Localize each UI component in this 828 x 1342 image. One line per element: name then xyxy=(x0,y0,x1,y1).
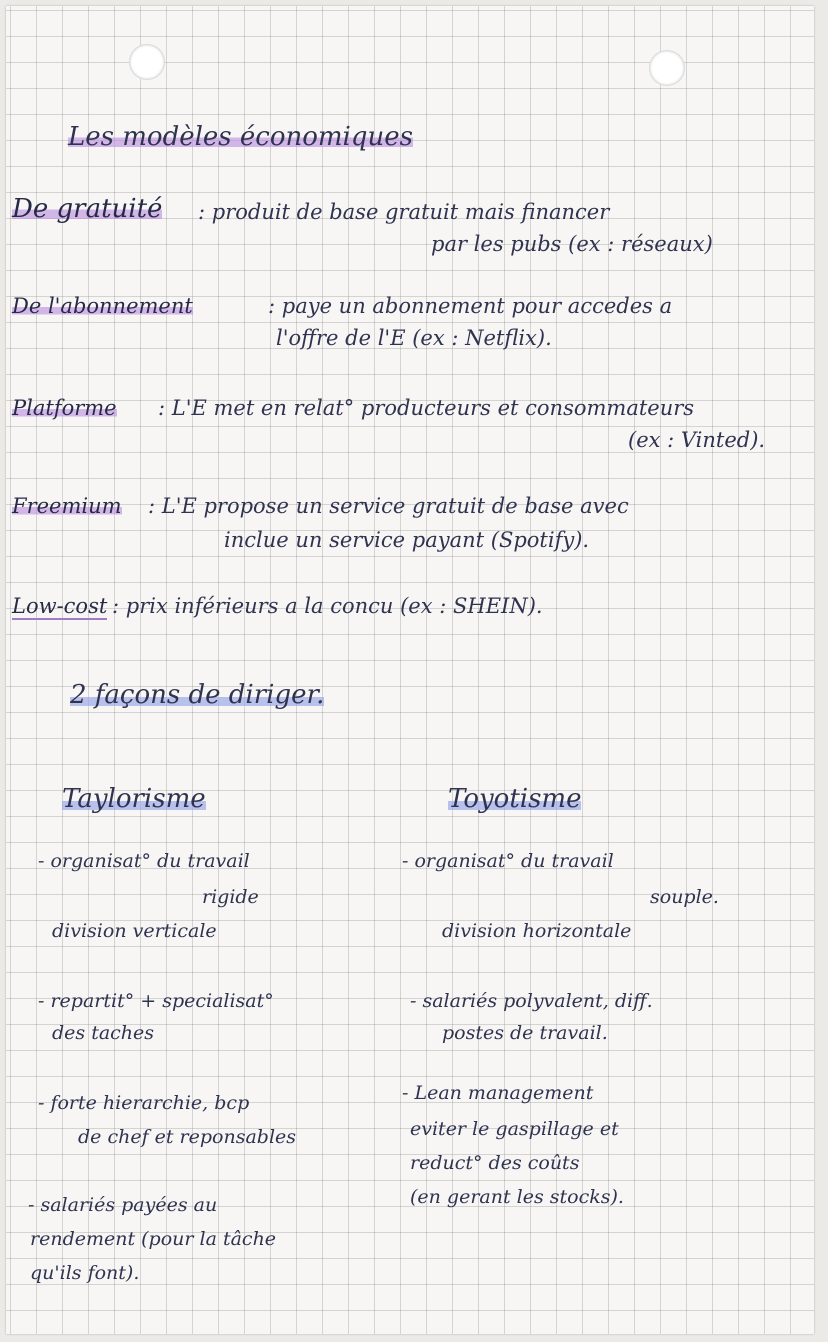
taylorisme-heading: Taylorisme xyxy=(62,784,206,814)
model-definition: : prix inférieurs a la concu (ex : SHEIN). xyxy=(112,594,543,618)
model-term: Low-cost xyxy=(12,594,108,618)
page-title: Les modèles économiques xyxy=(68,122,413,152)
model-definition: : paye un abonnement pour accedes a xyxy=(268,294,673,318)
toyotisme-point: - salariés polyvalent, diff. xyxy=(410,990,653,1012)
punch-hole xyxy=(129,44,165,80)
model-term: Freemium xyxy=(12,494,122,518)
toyotisme-point: souple. xyxy=(650,886,719,908)
section-title: 2 façons de diriger. xyxy=(70,680,325,710)
taylorisme-point: qu'ils font). xyxy=(30,1262,140,1284)
toyotisme-point: - organisat° du travail xyxy=(402,850,614,872)
model-definition: l'offre de l'E (ex : Netflix). xyxy=(276,326,552,350)
toyotisme-point: - Lean management xyxy=(402,1082,594,1104)
taylorisme-point: rigide xyxy=(202,886,259,908)
toyotisme-point: (en gerant les stocks). xyxy=(410,1186,624,1208)
taylorisme-point: - organisat° du travail xyxy=(38,850,250,872)
model-definition: inclue un service payant (Spotify). xyxy=(224,528,590,552)
toyotisme-point: division horizontale xyxy=(442,920,632,942)
toyotisme-heading: Toyotisme xyxy=(448,784,582,814)
notebook-page xyxy=(6,6,814,1334)
model-definition: : L'E propose un service gratuit de base avec xyxy=(148,494,629,518)
model-definition: (ex : Vinted). xyxy=(628,428,766,452)
taylorisme-point: de chef et reponsables xyxy=(78,1126,297,1148)
taylorisme-point: - salariés payées au xyxy=(28,1194,218,1216)
taylorisme-point: rendement (pour la tâche xyxy=(30,1228,277,1250)
toyotisme-point: postes de travail. xyxy=(442,1022,608,1044)
model-term: De gratuité xyxy=(12,194,163,224)
model-definition: : L'E met en relat° producteurs et consommateurs xyxy=(158,396,695,420)
model-term: Platforme xyxy=(12,396,117,420)
taylorisme-point: - repartit° + specialisat° xyxy=(38,990,274,1012)
toyotisme-point: reduct° des coûts xyxy=(410,1152,580,1174)
taylorisme-point: division verticale xyxy=(52,920,217,942)
taylorisme-point: - forte hierarchie, bcp xyxy=(38,1092,250,1114)
model-definition: : produit de base gratuit mais financer xyxy=(198,200,610,224)
punch-hole xyxy=(649,50,685,86)
taylorisme-point: des taches xyxy=(52,1022,155,1044)
model-term: De l'abonnement xyxy=(12,294,193,318)
model-definition: par les pubs (ex : réseaux) xyxy=(431,232,713,256)
toyotisme-point: eviter le gaspillage et xyxy=(410,1118,619,1140)
